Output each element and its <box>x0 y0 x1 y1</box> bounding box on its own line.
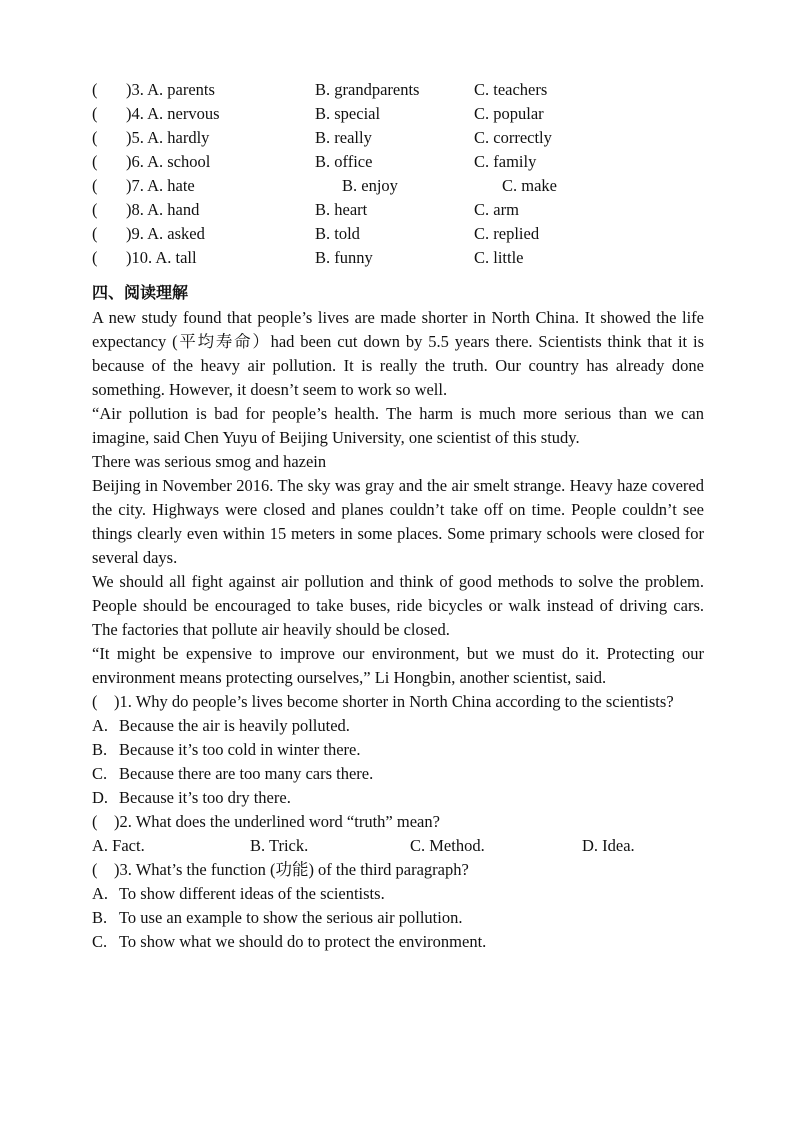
cloze-item-7 <box>92 174 704 198</box>
option-a: A. Fact. <box>92 836 145 855</box>
option-a: )9. A. asked <box>126 224 205 243</box>
passage-paragraph-2: “Air pollution is bad for people’s health. The harm is much more serious than we can imagine, said Chen Yuyu of Beijing University, one scientist of this study. <box>92 404 704 447</box>
option-c: C. replied <box>474 224 540 243</box>
answer-blank: ( <box>92 176 98 195</box>
cloze-options-list <box>92 78 704 270</box>
option-c: C. arm <box>474 200 519 219</box>
answer-blank: ( <box>92 104 98 123</box>
option-a: )7. A. hate <box>126 176 195 195</box>
question-3 <box>92 858 704 954</box>
cloze-item-10 <box>92 246 704 270</box>
question-1 <box>92 690 704 810</box>
option-a: )8. A. hand <box>126 200 200 219</box>
option-b: B. told <box>315 224 360 243</box>
passage-paragraph-4: We should all fight against air pollution and think of good methods to solve the problem. People should be encouraged to take buses, ride bicycles or walk instead of driving cars. The factories that pollute air heavily should be closed. <box>92 572 704 639</box>
answer-blank: ( <box>92 200 98 219</box>
option-a: )6. A. school <box>126 152 211 171</box>
option-b: B. special <box>315 104 381 123</box>
option-c: C. To show what we should do to protect the environment. <box>92 932 487 951</box>
question-options <box>92 834 704 858</box>
cloze-item-9 <box>92 222 704 246</box>
passage-paragraph-1: A new study found that people’s lives are made shorter in North China. It showed the life expectancy (平均寿命）had been cut down by 5.5 years there. Scientists think that it is because of the heavy air pollution. It is really the truth. Our country has already done something. However, it doesn’t seem to work so well. <box>92 308 704 399</box>
option-b: B. heart <box>315 200 368 219</box>
answer-blank: ( <box>92 80 98 99</box>
option-c: C. correctly <box>474 128 552 147</box>
option-d: D. Idea. <box>582 836 635 855</box>
option-c: C. Method. <box>410 836 485 855</box>
option-c: C. little <box>474 248 524 267</box>
question-stem: ( )2. What does the underlined word “truth” mean? <box>92 812 440 831</box>
answer-blank: ( <box>92 152 98 171</box>
section-title: 四、阅读理解 <box>92 283 189 302</box>
cloze-item-3 <box>92 78 704 102</box>
reading-passage <box>92 306 704 690</box>
option-b: B. Trick. <box>250 836 309 855</box>
question-stem: ( )1. Why do people’s lives become shorter in North China according to the scientists? <box>92 692 674 711</box>
question-stem: ( )3. What’s the function (功能) of the third paragraph? <box>92 860 469 879</box>
option-c: C. popular <box>474 104 544 123</box>
option-c: C. family <box>474 152 537 171</box>
option-a: )10. A. tall <box>126 248 197 267</box>
option-a: A. Because the air is heavily polluted. <box>92 716 350 735</box>
option-c: C. teachers <box>474 80 548 99</box>
option-b: B. grandparents <box>315 80 420 99</box>
option-b: B. To use an example to show the serious air pollution. <box>92 908 463 927</box>
option-d: D. Because it’s too dry there. <box>92 788 291 807</box>
option-a: )3. A. parents <box>126 80 215 99</box>
cloze-item-4 <box>92 102 704 126</box>
answer-blank: ( <box>92 128 98 147</box>
cloze-item-6 <box>92 150 704 174</box>
answer-blank: ( <box>92 248 98 267</box>
option-c: C. make <box>502 176 557 195</box>
question-2 <box>92 810 704 858</box>
option-b: B. Because it’s too cold in winter there. <box>92 740 361 759</box>
option-b: B. office <box>315 152 373 171</box>
option-c: C. Because there are too many cars there. <box>92 764 374 783</box>
option-a: A. To show different ideas of the scientists. <box>92 884 385 903</box>
option-b: B. really <box>315 128 372 147</box>
option-a: )4. A. nervous <box>126 104 220 123</box>
cloze-item-5 <box>92 126 704 150</box>
option-b: B. enjoy <box>342 176 398 195</box>
worksheet-page <box>92 78 704 954</box>
passage-paragraph-5: “It might be expensive to improve our environment, but we must do it. Protecting our environment means protecting ourselves,” Li Hongbin, another scientist, said. <box>92 644 704 687</box>
answer-blank: ( <box>92 224 98 243</box>
passage-paragraph-3b: Beijing in November 2016. The sky was gray and the air smelt strange. Heavy haze covered the city. Highways were closed and planes couldn’t take off on time. People couldn’t see things clearly even within 15 meters in some places. Some primary schools were closed for several days. <box>92 476 704 567</box>
passage-paragraph-3a: There was serious smog and hazein <box>92 452 327 471</box>
option-b: B. funny <box>315 248 373 267</box>
option-a: )5. A. hardly <box>126 128 210 147</box>
cloze-item-8 <box>92 198 704 222</box>
